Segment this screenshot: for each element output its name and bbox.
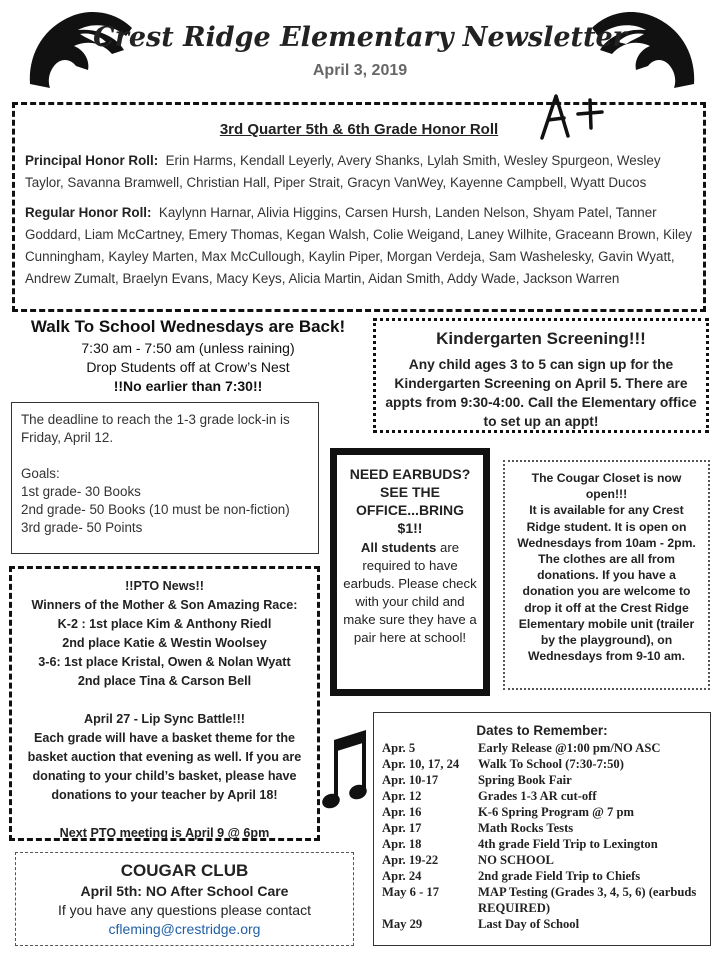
goal-item: 2nd grade- 50 Books (10 must be non-fiction) [21, 502, 290, 517]
date-row [382, 820, 702, 836]
walk-to-school-time: 7:30 am - 7:50 am (unless raining) [81, 340, 295, 356]
date-cell: Apr. 17 [382, 821, 422, 835]
cougar-club-box [15, 852, 354, 946]
date-cell: Apr. 19-22 [382, 853, 439, 867]
date-row [382, 916, 702, 932]
honor-roll-heading: 3rd Quarter 5th & 6th Grade Honor Roll [219, 121, 499, 138]
event-cell: K-6 Spring Program @ 7 pm [478, 805, 634, 819]
date-cell: Apr. 10-17 [382, 773, 439, 787]
reading-deadline-box [11, 402, 319, 554]
date-row [382, 804, 702, 820]
date-cell: Apr. 18 [382, 837, 422, 851]
dates-table [382, 740, 702, 932]
walk-to-school-heading: Walk To School Wednesdays are Back! [30, 317, 346, 336]
date-row [382, 884, 702, 916]
principal-honor-roll-names: Erin Harms, Kendall Leyerly, Avery Shanks, Lylah Smith, Wesley Spurgeon, Wesley Taylor, Savanna Bramwell, Christian Hall, Piper Strait, Gracyn VanWey, Kayenne Campbell, Wyatt Ducos [25, 153, 661, 190]
pto-k2-first: K-2 : 1st place Kim & Anthony Riedl [57, 617, 272, 631]
dates-heading: Dates to Remember: [476, 723, 608, 738]
pto-next-meeting: Next PTO meeting is April 9 @ 6pm [59, 826, 270, 840]
regular-honor-roll-label: Regular Honor Roll: [25, 205, 152, 220]
date-row [382, 868, 702, 884]
pto-36-first: 3-6: 1st place Kristal, Owen & Nolan Wyatt [38, 655, 291, 669]
goal-item: 1st grade- 30 Books [21, 484, 141, 499]
event-cell: Grades 1-3 AR cut-off [478, 789, 597, 803]
kindergarten-heading: Kindergarten Screening!!! [436, 329, 646, 348]
date-cell: May 6 - 17 [382, 885, 440, 899]
earbuds-heading: NEED EARBUDS? SEE THE OFFICE...BRING $1!! [349, 466, 471, 536]
walk-to-school-dropoff: Drop Students off at Crow’s Nest [86, 359, 290, 375]
dates-to-remember-box [373, 712, 711, 946]
newsletter-date: April 3, 2019 [312, 62, 408, 79]
cougar-club-email-link[interactable]: cfleming@crestridge.org [108, 921, 261, 937]
cougar-club-notice: April 5th: NO After School Care [80, 883, 289, 899]
closet-line: The Cougar Closet is now open!!! [531, 471, 682, 502]
kindergarten-screening-box [373, 318, 709, 433]
date-cell: Apr. 24 [382, 869, 422, 883]
event-cell: Math Rocks Tests [478, 821, 574, 835]
event-cell: Early Release @1:00 pm/NO ASC [478, 741, 661, 755]
deadline-text: The deadline to reach the 1-3 grade lock-in is Friday, April 12. [21, 412, 290, 445]
date-row [382, 836, 702, 852]
date-cell: Apr. 10, 17, 24 [382, 757, 460, 771]
pto-36-second: 2nd place Tina & Carson Bell [77, 674, 252, 688]
earbuds-body: are required to have earbuds. Please check with your child and make sure they have a pair here at school! [343, 540, 477, 645]
cougar-club-contact: If you have any questions please contact [58, 902, 311, 918]
walk-to-school-section [6, 317, 370, 396]
date-cell: Apr. 12 [382, 789, 422, 803]
regular-honor-roll [25, 202, 693, 290]
pto-news-box [9, 566, 320, 841]
a-plus-grade-icon [538, 88, 608, 144]
event-cell: 4th grade Field Trip to Lexington [478, 837, 658, 851]
goal-item: 3rd grade- 50 Points [21, 520, 143, 535]
date-row [382, 788, 702, 804]
date-row [382, 772, 702, 788]
kindergarten-text: Any child ages 3 to 5 can sign up for the Kindergarten Screening on April 5. There are appts from 9:30-4:00. Call the Elementary office to set up an appt! [385, 357, 697, 429]
date-cell: Apr. 5 [382, 741, 416, 755]
date-row [382, 740, 702, 756]
date-cell: May 29 [382, 917, 423, 931]
event-cell: Spring Book Fair [478, 773, 572, 787]
walk-to-school-warning: !!No earlier than 7:30!! [113, 378, 263, 394]
music-note-icon [322, 728, 370, 814]
event-cell: Last Day of School [478, 917, 580, 931]
principal-honor-roll-label: Principal Honor Roll: [25, 153, 159, 168]
newsletter-title: Crest Ridge Elementary Newsletter [93, 22, 627, 53]
closet-line: The clothes are all from donations. If you have a donation you are welcome to drop it off at the Crest Ridge Elementary mobile unit (trailer by the playground), on Wednesdays from 9-10 am. [518, 552, 695, 664]
date-row [382, 852, 702, 868]
cougar-club-heading: COUGAR CLUB [120, 861, 249, 880]
event-cell: NO SCHOOL [478, 853, 554, 867]
date-cell: Apr. 16 [382, 805, 422, 819]
principal-honor-roll [25, 150, 693, 194]
earbuds-text [343, 539, 477, 647]
pto-lipsync-heading: April 27 - Lip Sync Battle!!! [84, 712, 245, 726]
event-cell: 2nd grade Field Trip to Chiefs [478, 869, 641, 883]
pto-race-heading: Winners of the Mother & Son Amazing Race: [31, 598, 298, 612]
event-cell: Walk To School (7:30-7:50) [478, 757, 624, 771]
pto-k2-second: 2nd place Katie & Westin Woolsey [62, 636, 267, 650]
cougar-closet-box [503, 460, 710, 690]
goals-label: Goals: [21, 466, 60, 481]
earbuds-bold-lead: All students [360, 540, 437, 555]
pto-heading: !!PTO News!! [125, 579, 204, 593]
regular-honor-roll-names: Kaylynn Harnar, Alivia Higgins, Carsen Hursh, Landen Nelson, Shyam Patel, Tanner Goddard, Liam McCartney, Emery Thomas, Kegan Walsh, Colie Weigand, Laney Wilhite, Graceann Brown, Kiley Cunningham, Kayley Marten, Max McCullough, Kaylin Piper, Morgan Verdeja, Sam Washelesky, Gavin Wyatt, Andrew Zumalt, Braelyn Evans, Macy Keys, Alicia Martin, Aidan Smith, Addy Wade, Jackson Warren [25, 205, 693, 286]
date-row [382, 756, 702, 772]
closet-line: It is available for any Crest Ridge student. It is open on Wednesdays from 10am - 2pm. [517, 503, 696, 550]
earbuds-box [330, 448, 490, 696]
pto-lipsync-text: Each grade will have a basket theme for the basket auction that evening as well. If you are donating to your child’s basket, please have donations to your teacher by April 18! [27, 731, 302, 802]
event-cell: MAP Testing (Grades 3, 4, 5, 6) (earbuds REQUIRED) [478, 885, 697, 915]
